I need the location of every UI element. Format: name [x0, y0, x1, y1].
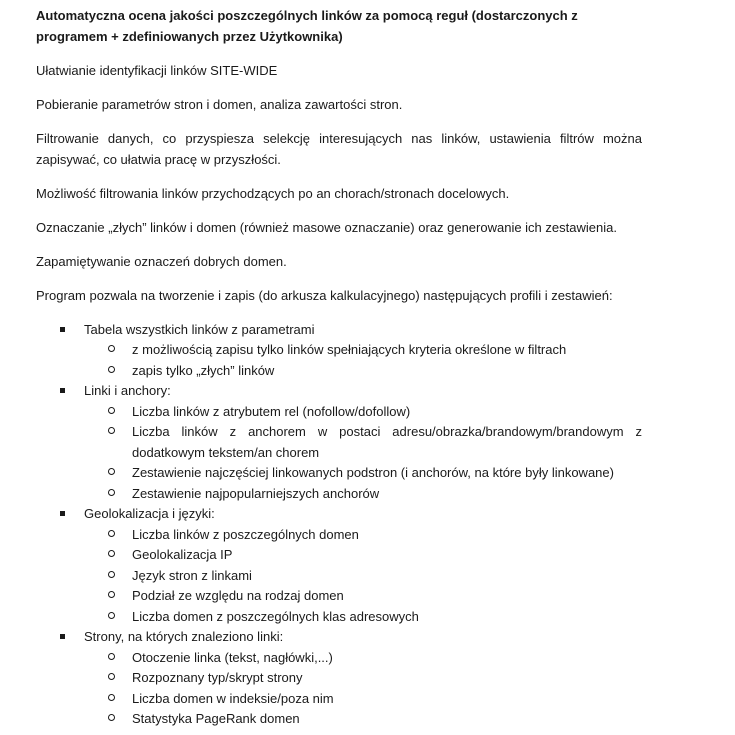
circle-bullet-icon — [108, 468, 115, 475]
sub-list — [84, 340, 642, 381]
document — [36, 6, 642, 730]
sub-list-item-text: zapis tylko „złych” linków — [132, 362, 275, 378]
sub-list-item — [84, 525, 642, 546]
sub-list-item — [84, 340, 642, 361]
sub-list-item — [84, 463, 642, 484]
circle-bullet-icon — [108, 427, 115, 434]
sub-list-item — [84, 689, 642, 710]
sub-list-item-text: Liczba domen z poszczególnych klas adresowych — [132, 608, 419, 624]
sub-list-item-text: Liczba linków z poszczególnych domen — [132, 526, 359, 542]
sub-list-item-text: Zestawienie najpopularniejszych anchorów — [132, 485, 380, 501]
sub-list-item — [84, 668, 642, 689]
paragraph: Możliwość filtrowania linków przychodzących po an chorach/stronach docelowych. — [36, 185, 510, 201]
circle-bullet-icon — [108, 366, 115, 373]
list-item — [36, 627, 642, 730]
sub-list-item-text: Podział ze względu na rodzaj domen — [132, 588, 344, 603]
circle-bullet-icon — [108, 591, 115, 598]
square-bullet-icon — [60, 634, 65, 639]
sub-list-item-text: Geolokalizacja IP — [132, 547, 233, 562]
paragraph: Zapamiętywanie oznaczeń dobrych domen. — [36, 253, 287, 269]
circle-bullet-icon — [108, 694, 115, 701]
sub-list-item — [84, 402, 642, 423]
circle-bullet-icon — [108, 489, 115, 496]
circle-bullet-icon — [108, 530, 115, 537]
circle-bullet-icon — [108, 653, 115, 660]
paragraph: Filtrowanie danych, co przyspiesza selekcję interesujących nas linków, ustawienia filtrów można zapisywać, co ułatwia pracę w przyszłości. — [36, 131, 642, 167]
sub-list-item — [84, 648, 642, 669]
sub-list-item-text: Statystyka PageRank domen — [132, 711, 300, 726]
sub-list-item-text: Zestawienie najczęściej linkowanych podstron (i anchorów, na które były linkowane) — [132, 465, 614, 480]
sub-list — [84, 525, 642, 628]
paragraph: Pobieranie parametrów stron i domen, analiza zawartości stron. — [36, 97, 403, 112]
sub-list-item-text: z możliwością zapisu tylko linków spełniających kryteria określone w filtrach — [132, 342, 567, 357]
circle-bullet-icon — [108, 673, 115, 680]
sub-list-item-text: Liczba linków z anchorem w postaci adresu/obrazka/brandowym/brandowym z dodatkowym tekstem/an chorem — [132, 424, 642, 460]
circle-bullet-icon — [108, 571, 115, 578]
list-item — [36, 320, 642, 382]
sub-list-item-text: Liczba domen w indeksie/poza nim — [132, 690, 334, 706]
sub-list-item-text: Otoczenie linka (tekst, nagłówki,...) — [132, 649, 333, 665]
circle-bullet-icon — [108, 345, 115, 352]
sub-list-item — [84, 607, 642, 628]
document-heading: Automatyczna ocena jakości poszczególnych linków za pomocą reguł (dostarczonych z programem + zdefiniowanych przez Użytkownika) — [36, 8, 578, 44]
sub-list — [84, 648, 642, 730]
sub-list-item — [84, 422, 642, 463]
circle-bullet-icon — [108, 612, 115, 619]
paragraph: Program pozwala na tworzenie i zapis (do arkusza kalkulacyjnego) następujących profili i zestawień: — [36, 287, 613, 303]
feature-list — [36, 320, 642, 730]
list-item-label: Strony, na których znaleziono linki: — [84, 629, 284, 644]
list-item — [36, 381, 642, 504]
list-item-label: Geolokalizacja i języki: — [84, 506, 215, 521]
sub-list-item — [84, 709, 642, 730]
sub-list-item — [84, 586, 642, 607]
circle-bullet-icon — [108, 550, 115, 557]
circle-bullet-icon — [108, 714, 115, 721]
sub-list-item — [84, 545, 642, 566]
sub-list-item-text: Język stron z linkami — [132, 567, 252, 583]
list-item-label: Linki i anchory: — [84, 383, 171, 398]
paragraph: Ułatwianie identyfikacji linków SITE-WIDE — [36, 63, 278, 78]
circle-bullet-icon — [108, 407, 115, 414]
sub-list-item — [84, 361, 642, 382]
square-bullet-icon — [60, 511, 65, 516]
square-bullet-icon — [60, 388, 65, 393]
sub-list-item-text: Liczba linków z atrybutem rel (nofollow/dofollow) — [132, 403, 411, 419]
sub-list-item-text: Rozpoznany typ/skrypt strony — [132, 670, 303, 685]
square-bullet-icon — [60, 327, 65, 332]
paragraphs — [36, 61, 642, 306]
sub-list-item — [84, 484, 642, 505]
list-item — [36, 504, 642, 627]
paragraph: Oznaczanie „złych” linków i domen (również masowe oznaczanie) oraz generowanie ich zestawienia. — [36, 219, 617, 235]
sub-list — [84, 402, 642, 505]
sub-list-item — [84, 566, 642, 587]
list-item-label: Tabela wszystkich linków z parametrami — [84, 321, 315, 337]
